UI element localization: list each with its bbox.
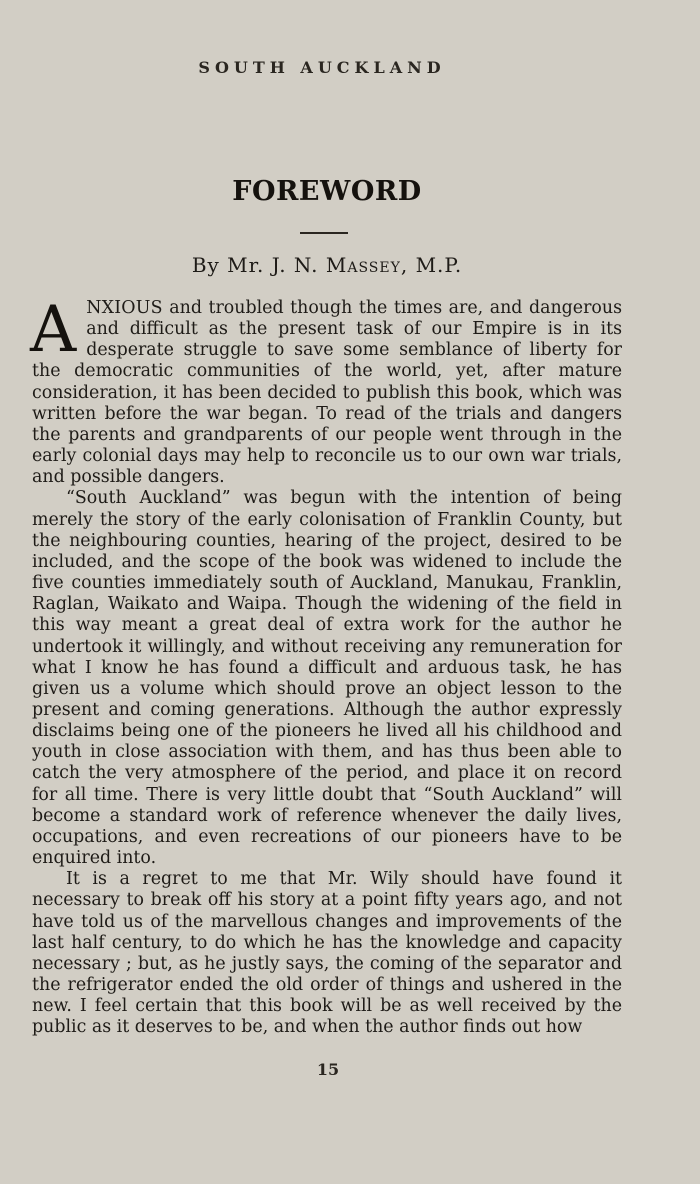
byline bbox=[0, 253, 654, 277]
page-number: 15 bbox=[316, 1060, 340, 1079]
body-text bbox=[30, 293, 622, 1038]
title-rule bbox=[300, 232, 348, 234]
paragraph-1-lead-word: NXIOUS bbox=[86, 298, 163, 318]
byline-prefix: By Mr. J. N. bbox=[191, 253, 326, 277]
byline-author-name: Massey bbox=[325, 253, 401, 277]
paragraph-1-text: and troubled though the times are, and dangerous and difficult as the present task of our Empire is in its desperate struggle to save some semblance of liberty for the democratic communities of the world, yet, after mature consideration, it has been decided to publish this book, which was written before the war began. To read of the trials and dangers the parents and grandparents of our people went through in the early colonial days may help to reconcile us to our own war trials, and possible dangers. bbox=[32, 298, 622, 488]
running-head: SOUTH AUCKLAND bbox=[198, 58, 446, 77]
chapter-title: FOREWORD bbox=[232, 176, 422, 207]
paragraph-2: “South Auckland” was begun with the intention of being merely the story of the early colonisation of Franklin County, but the neighbouring counties, hearing of the project, desired to be included, and the scope of the book was widened to include the five counties immediately south of Auckland, Manukau, Franklin, Raglan, Waikato and Waipa. Though the widening of the field in this way meant a great deal of extra work for the author he undertook it willingly, and without receiving any remuneration for what I know he has found a difficult and arduous task, he has given us a volume which should prove an object lesson to the present and coming generations. Although the author expressly disclaims being one of the pioneers he lived all his childhood and youth in close association with them, and has thus been able to catch the very atmosphere of the period, and place it on record for all time. There is very little doubt that “South Auckland” will become a standard work of reference whenever the daily lives, occupations, and even recreations of our pioneers have to be enquired into. bbox=[32, 488, 622, 869]
paragraph-1 bbox=[30, 293, 622, 488]
byline-suffix: , M.P. bbox=[400, 253, 463, 277]
paragraph-3: It is a regret to me that Mr. Wily should have found it necessary to break off his story at a point fifty years ago, and not have told us of the marvellous changes and improvements of the last half century, to do which he has the knowledge and capacity necessary ; but, as he justly says, the coming of the separator and the refrigerator ended the old order of things and ushered in the new. I feel certain that this book will be as well received by the public as it deserves to be, and when the author finds out how bbox=[32, 869, 622, 1038]
drop-cap: A bbox=[30, 293, 77, 367]
